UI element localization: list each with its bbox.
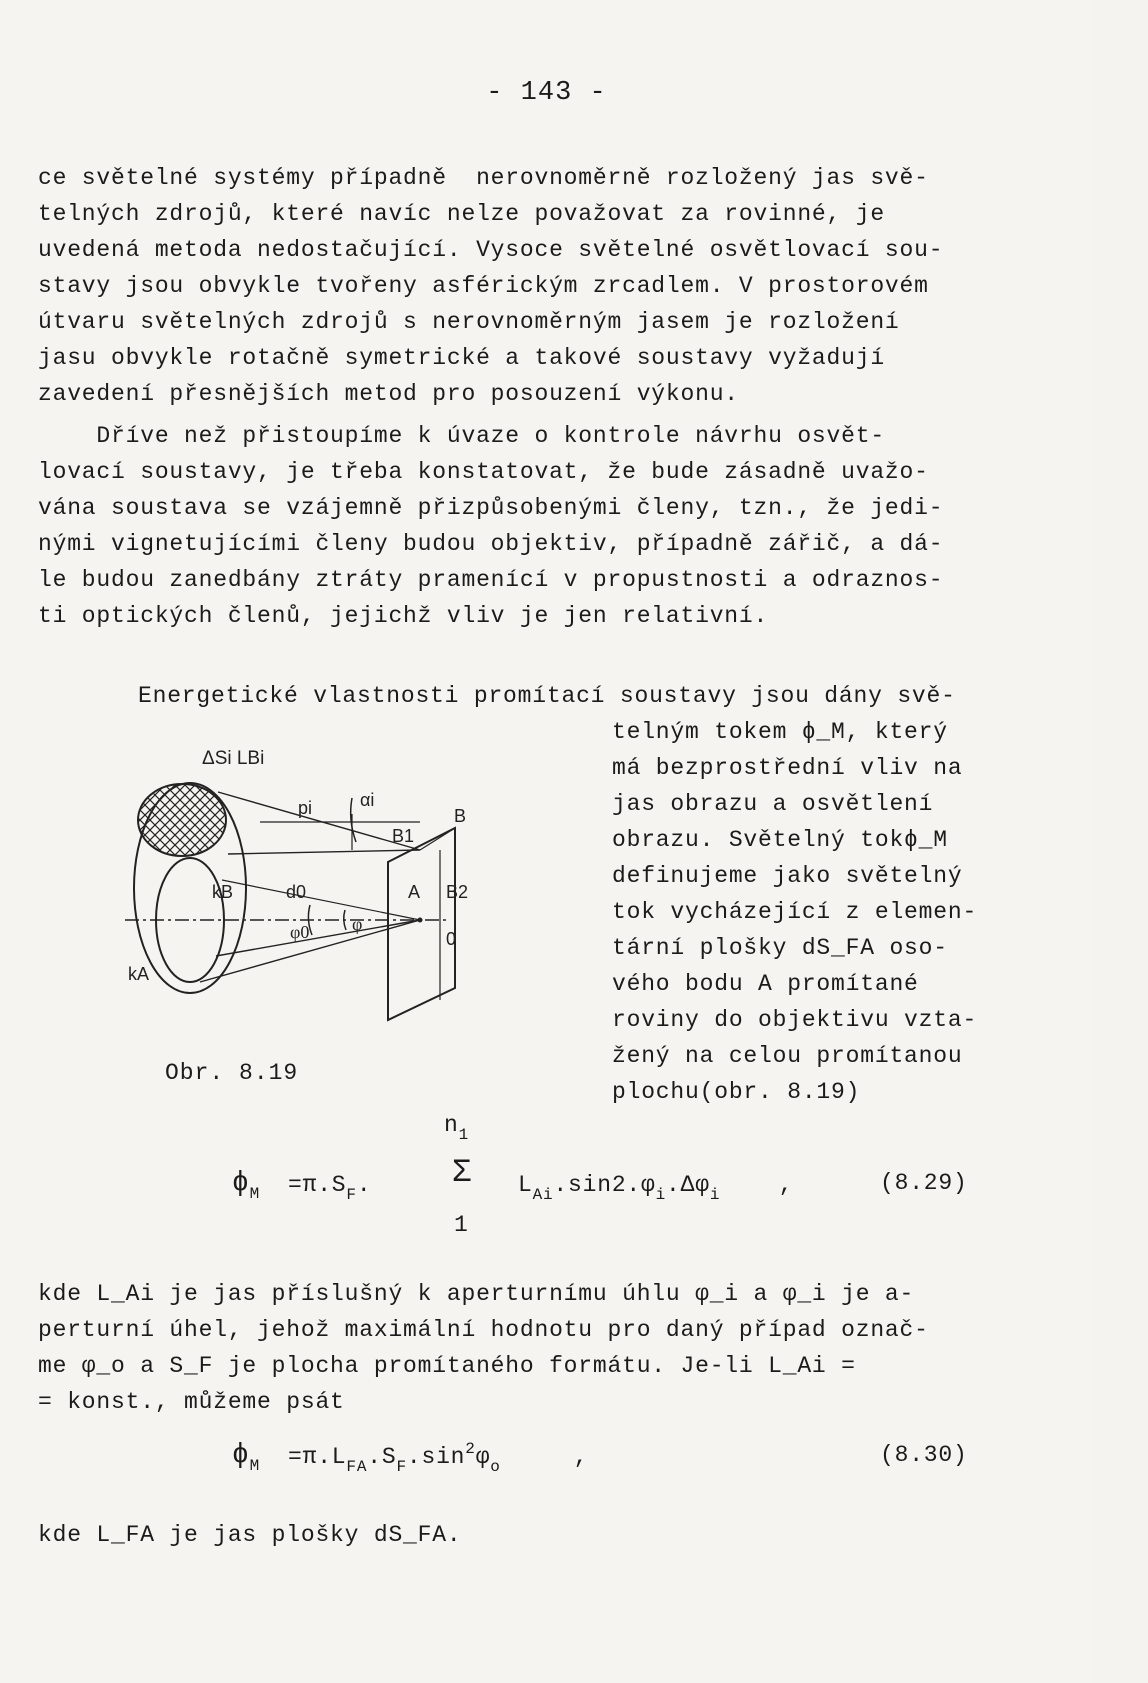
figure-8-19 bbox=[120, 748, 540, 1060]
paragraph-1-line: zavedení přesnějších metod pro posouzení výkonu. bbox=[38, 381, 739, 407]
paragraph-3-first-line: Energetické vlastnosti promítací soustavy jsou dány svě- bbox=[138, 683, 956, 709]
equation-8-29 bbox=[232, 1112, 992, 1260]
eq1-phi: $\phi_M$ bbox=[232, 1168, 261, 1203]
paragraph-2-line: le budou zanedbány ztráty pramenící v propustnosti a odraznos- bbox=[38, 567, 944, 593]
eq1-sum-upper: $n_1$ bbox=[444, 1112, 470, 1144]
ray-upper bbox=[218, 792, 420, 850]
label-d0: d0 bbox=[286, 882, 307, 902]
label-a: A bbox=[408, 882, 421, 902]
page-number: - 143 - bbox=[486, 78, 607, 108]
paragraph-1-line: útvaru světelných zdrojů s nerovnoměrným jasem je rozložení bbox=[38, 309, 900, 335]
eq1-sum: Σ bbox=[452, 1154, 473, 1191]
eq1-term: $L_{Ai}.\sin 2.\varphi_i.\Delta\varphi_i$ , bbox=[518, 1172, 794, 1204]
paragraph-3-right-line: roviny do objektivu vzta- bbox=[612, 1007, 978, 1033]
b-edge bbox=[420, 828, 455, 850]
paragraph-2-line: vána soustava se vzájemně přizpůsobenými členy, tzn., že jedi- bbox=[38, 495, 944, 521]
paragraph-2-line: ti optických členů, jejichž vliv je jen relativní. bbox=[38, 603, 769, 629]
eq2-phi: $\phi_M$ bbox=[232, 1440, 261, 1475]
ray-mid bbox=[228, 850, 420, 854]
label-phi: φ bbox=[352, 914, 363, 934]
paragraph-1-line: telných zdrojů, které navíc nelze považovat za rovinné, je bbox=[38, 201, 885, 227]
paragraph-3-right-line: tární plošky dS_FA oso- bbox=[612, 935, 948, 961]
hatched-source-area bbox=[138, 784, 226, 856]
paragraph-4 bbox=[38, 1276, 1048, 1420]
paragraph-3-right-line: tok vycházející z elemen- bbox=[612, 899, 978, 925]
paragraph-5: kde L_FA je jas plošky dS_FA. bbox=[38, 1522, 462, 1548]
paragraph-1-line: stavy jsou obvykle tvořeny asférickým zrcadlem. V prostorovém bbox=[38, 273, 929, 299]
eq1-number: (8.29) bbox=[880, 1170, 968, 1196]
label-phi0: φ0 bbox=[290, 922, 310, 942]
paragraph-3-right-line: vého bodu A promítané bbox=[612, 971, 919, 997]
optical-diagram bbox=[120, 748, 540, 1020]
paragraph-4-line: me φ_o a S_F je plocha promítaného formátu. Je-li L_Ai = bbox=[38, 1353, 856, 1379]
ray-lower-inner bbox=[216, 920, 420, 956]
eq2-body: $=\pi.L_{FA}.S_F.\sin^2\varphi_o$ , bbox=[288, 1440, 589, 1476]
eq1-lhs: $=\pi.S_F$. bbox=[288, 1172, 372, 1204]
paragraph-4-line: kde L_Ai je jas příslušný k aperturnímu úhlu φ_i a φ_i je a- bbox=[38, 1281, 915, 1307]
label-pi: pi bbox=[298, 798, 313, 818]
paragraph-3-right-line: žený na celou promítanou bbox=[612, 1043, 963, 1069]
label-b2: B2 bbox=[446, 882, 469, 902]
paragraph-3-right-column bbox=[612, 714, 1042, 1110]
label-alpha-i: αi bbox=[360, 790, 375, 810]
ray-center bbox=[222, 880, 420, 920]
label-zero: 0 bbox=[446, 929, 457, 949]
eq1-sum-lower: 1 bbox=[454, 1212, 469, 1238]
label-b1: B1 bbox=[392, 826, 415, 846]
label-kb: kB bbox=[212, 882, 234, 902]
paragraph-2-line: nými vignetujícími členy budou objektiv, případně zářič, a dá- bbox=[38, 531, 944, 557]
paragraph-1-line: uvedená metoda nedostačující. Vysoce světelné osvětlovací sou- bbox=[38, 237, 944, 263]
paragraph-2 bbox=[38, 418, 1048, 634]
paragraph-1-line: ce světelné systémy případně nerovnoměrně rozložený jas svě- bbox=[38, 165, 929, 191]
point-a bbox=[418, 918, 423, 923]
paragraph-2-line: Dříve než přistoupíme k úvaze o kontrole návrhu osvět- bbox=[38, 423, 885, 449]
figure-caption: Obr. 8.19 bbox=[165, 1060, 299, 1086]
paragraph-4-line: = konst., můžeme psát bbox=[38, 1389, 345, 1415]
label-b: B bbox=[454, 806, 467, 826]
paragraph-3-right-line: jas obrazu a osvětlení bbox=[612, 791, 934, 817]
paragraph-3-right-line: má bezprostřední vliv na bbox=[612, 755, 963, 781]
paragraph-3-right-line: definujeme jako světelný bbox=[612, 863, 963, 889]
paragraph-3-right-line: telným tokem ϕ_M, který bbox=[612, 719, 948, 745]
label-delta-si-lbi: ΔSi LBi bbox=[202, 748, 265, 769]
paragraph-3-right-line: plochu(obr. 8.19) bbox=[612, 1079, 861, 1105]
label-ka: kA bbox=[128, 964, 150, 984]
equation-8-30 bbox=[232, 1440, 992, 1500]
eq2-number: (8.30) bbox=[880, 1442, 968, 1468]
paragraph-1 bbox=[38, 160, 1048, 412]
paragraph-3-right-line: obrazu. Světelný tokϕ_M bbox=[612, 827, 948, 853]
paragraph-4-line: perturní úhel, jehož maximální hodnotu pro daný případ označ- bbox=[38, 1317, 929, 1343]
paragraph-2-line: lovací soustavy, je třeba konstatovat, že bude zásadně uvažo- bbox=[38, 459, 929, 485]
paragraph-1-line: jasu obvykle rotačně symetrické a takové soustavy vyžadují bbox=[38, 345, 885, 371]
